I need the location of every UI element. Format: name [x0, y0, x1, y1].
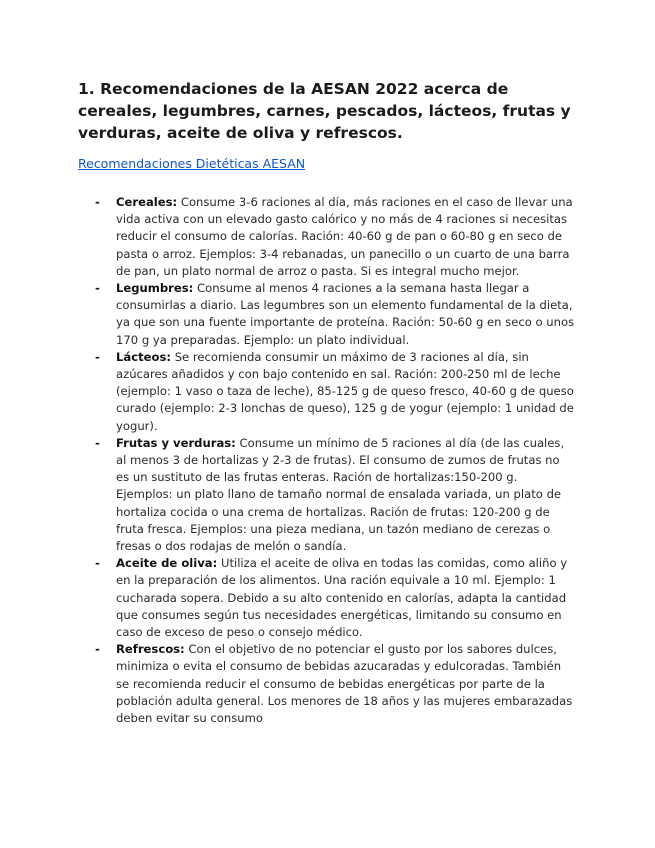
list-item-refrescos: [95, 641, 575, 727]
list-item-lacteos: [95, 349, 575, 435]
item-term: Refrescos:: [116, 642, 185, 657]
bullet-dash: -: [95, 642, 100, 657]
list-item-cereales: [95, 194, 575, 280]
list-item-aceite-oliva: [95, 555, 575, 641]
item-text: Consume al menos 4 raciones a la semana hasta llegar a consumirlas a diario. Las legumbres son un elemento fundamental de la dieta, ya que son una fuente importante de proteína. Ración: 50-60 g en seco o unos 170 g ya preparadas. Ejemplo: un plato individual.: [116, 281, 575, 347]
item-term: Cereales:: [116, 195, 178, 209]
item-term: Aceite de oliva:: [116, 556, 218, 571]
aesan-recommendations-link[interactable]: Recomendaciones Dietéticas AESAN: [78, 156, 306, 171]
recommendations-list: [95, 194, 575, 727]
bullet-dash: -: [95, 556, 100, 571]
bullet-dash: -: [95, 281, 100, 296]
bullet-dash: -: [95, 195, 100, 209]
item-term: Lácteos:: [116, 349, 171, 364]
list-item-legumbres: [95, 280, 575, 349]
item-text: Consume un mínimo de 5 raciones al día (de las cuales, al menos 3 de hortalizas y 2-3 de frutas). El consumo de zumos de frutas no es un sustituto de las frutas enteras. Ración de hortalizas:150-200 g. Ejemplos: un plato llano de tamaño normal de ensalada variada, un plato de hortaliza cocida o una crema de hortalizas. Ración de frutas: 120-200 g de fruta fresca. Ejemplos: una pieza mediana, un tazón mediano de cerezas o fresas o dos rodajas de melón o sandía.: [116, 435, 565, 554]
item-term: Frutas y verduras:: [116, 435, 236, 450]
section-heading: 1. Recomendaciones de la AESAN 2022 acerca de cereales, legumbres, carnes, pescados, lácteos, frutas y verduras, aceite de oliva y refrescos.: [78, 80, 571, 142]
item-text: Con el objetivo de no potenciar el gusto por los sabores dulces, minimiza o evita el consumo de bebidas azucaradas y edulcoradas. También se recomienda reducir el consumo de bebidas energéticas por parte de la población adulta general. Los menores de 18 años y las mujeres embarazadas deben evitar su consumo: [116, 642, 573, 726]
bullet-dash: -: [95, 349, 100, 364]
bullet-dash: -: [95, 435, 100, 450]
item-text: Consume 3-6 raciones al día, más raciones en el caso de llevar una vida activa con un elevado gasto calórico y no más de 4 raciones si necesitas reducir el consumo de calorías. Ración: 40-60 g de pan o 60-80 g en seco de pasta o arroz. Ejemplos: 3-4 rebanadas, un panecillo o un cuarto de una barra de pan, un plato normal de arroz o pasta. Si es integral mucho mejor.: [116, 195, 573, 278]
item-text: Se recomienda consumir un máximo de 3 raciones al día, sin azúcares añadidos y con bajo contenido en sal. Ración: 200-250 ml de leche (ejemplo: 1 vaso o taza de leche), 85-125 g de queso fresco, 40-60 g de queso curado (ejemplo: 2-3 lonchas de queso), 125 g de yogur (ejemplo: 1 unidad de yogur).: [116, 349, 574, 433]
item-term: Legumbres:: [116, 281, 194, 296]
list-item-frutas-verduras: [95, 435, 575, 555]
item-text: Utiliza el aceite de oliva en todas las comidas, como aliño y en la preparación de los alimentos. Una ración equivale a 10 ml. Ejemplo: 1 cucharada sopera. Debido a su alto contenido en calorías, adapta la cantidad que consumes según tus necesidades energéticas, limitando su consumo en caso de exceso de peso o consejo médico.: [116, 556, 568, 640]
